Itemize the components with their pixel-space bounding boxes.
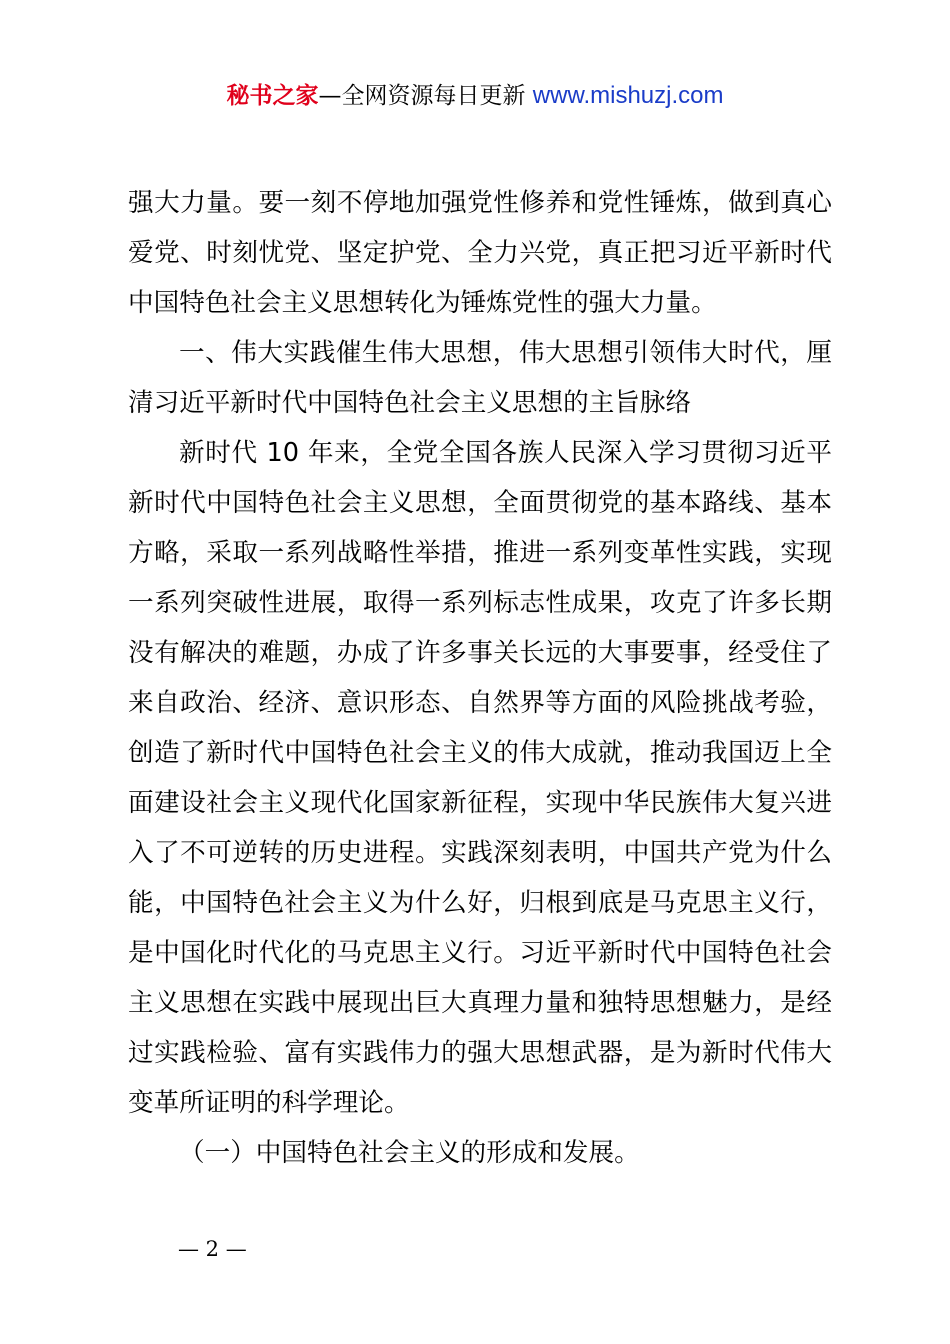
paragraph-line: 新时代中国特色社会主义思想，全面贯彻党的基本路线、基本 — [128, 488, 832, 518]
paragraph-line: 主义思想在实践中展现出巨大真理力量和独特思想魅力，是经 — [128, 988, 832, 1018]
banner-tagline: —全网资源每日更新 — [318, 83, 533, 109]
brand-name: 秘书之家 — [226, 83, 319, 109]
paragraph-line: 是中国化时代化的马克思主义行。习近平新时代中国特色社会 — [128, 938, 832, 968]
section-heading-line: 清习近平新时代中国特色社会主义思想的主旨脉络 — [128, 388, 692, 418]
paragraph-line: 一系列突破性进展，取得一系列标志性成果，攻克了许多长期 — [128, 588, 832, 618]
paragraph-line: 没有解决的难题，办成了许多事关长远的大事要事，经受住了 — [128, 638, 832, 668]
paragraph-line: 面建设社会主义现代化国家新征程，实现中华民族伟大复兴进 — [128, 788, 832, 818]
paragraph-line: 创造了新时代中国特色社会主义的伟大成就，推动我国迈上全 — [128, 738, 832, 768]
site-banner — [0, 80, 950, 112]
paragraph-line: 来自政治、经济、意识形态、自然界等方面的风险挑战考验， — [128, 688, 832, 718]
section-heading-line: 一、伟大实践催生伟大思想，伟大思想引领伟大时代，厘 — [179, 338, 832, 368]
site-url-link[interactable]: www.mishuzj.com — [532, 82, 724, 109]
paragraph-line: 强大力量。要一刻不停地加强党性修养和党性锤炼，做到真心 — [128, 188, 832, 218]
subsection-heading-line: （一）中国特色社会主义的形成和发展。 — [179, 1138, 640, 1168]
paragraph-line: 入了不可逆转的历史进程。实践深刻表明，中国共产党为什么 — [128, 838, 832, 868]
document-body — [128, 178, 832, 1178]
paragraph-line: 方略，采取一系列战略性举措，推进一系列变革性实践，实现 — [128, 538, 832, 568]
paragraph-line: 中国特色社会主义思想转化为锤炼党性的强大力量。 — [128, 288, 717, 318]
paragraph-line: 能，中国特色社会主义为什么好，归根到底是马克思主义行， — [128, 888, 832, 918]
paragraph-line: 过实践检验、富有实践伟力的强大思想武器，是为新时代伟大 — [128, 1038, 832, 1068]
paragraph-line: 变革所证明的科学理论。 — [128, 1088, 410, 1118]
page-number: — 2 — — [178, 1237, 247, 1261]
paragraph-line: 新时代 10 年来，全党全国各族人民深入学习贯彻习近平 — [179, 438, 832, 468]
paragraph-line: 爱党、时刻忧党、坚定护党、全力兴党，真正把习近平新时代 — [128, 238, 832, 268]
